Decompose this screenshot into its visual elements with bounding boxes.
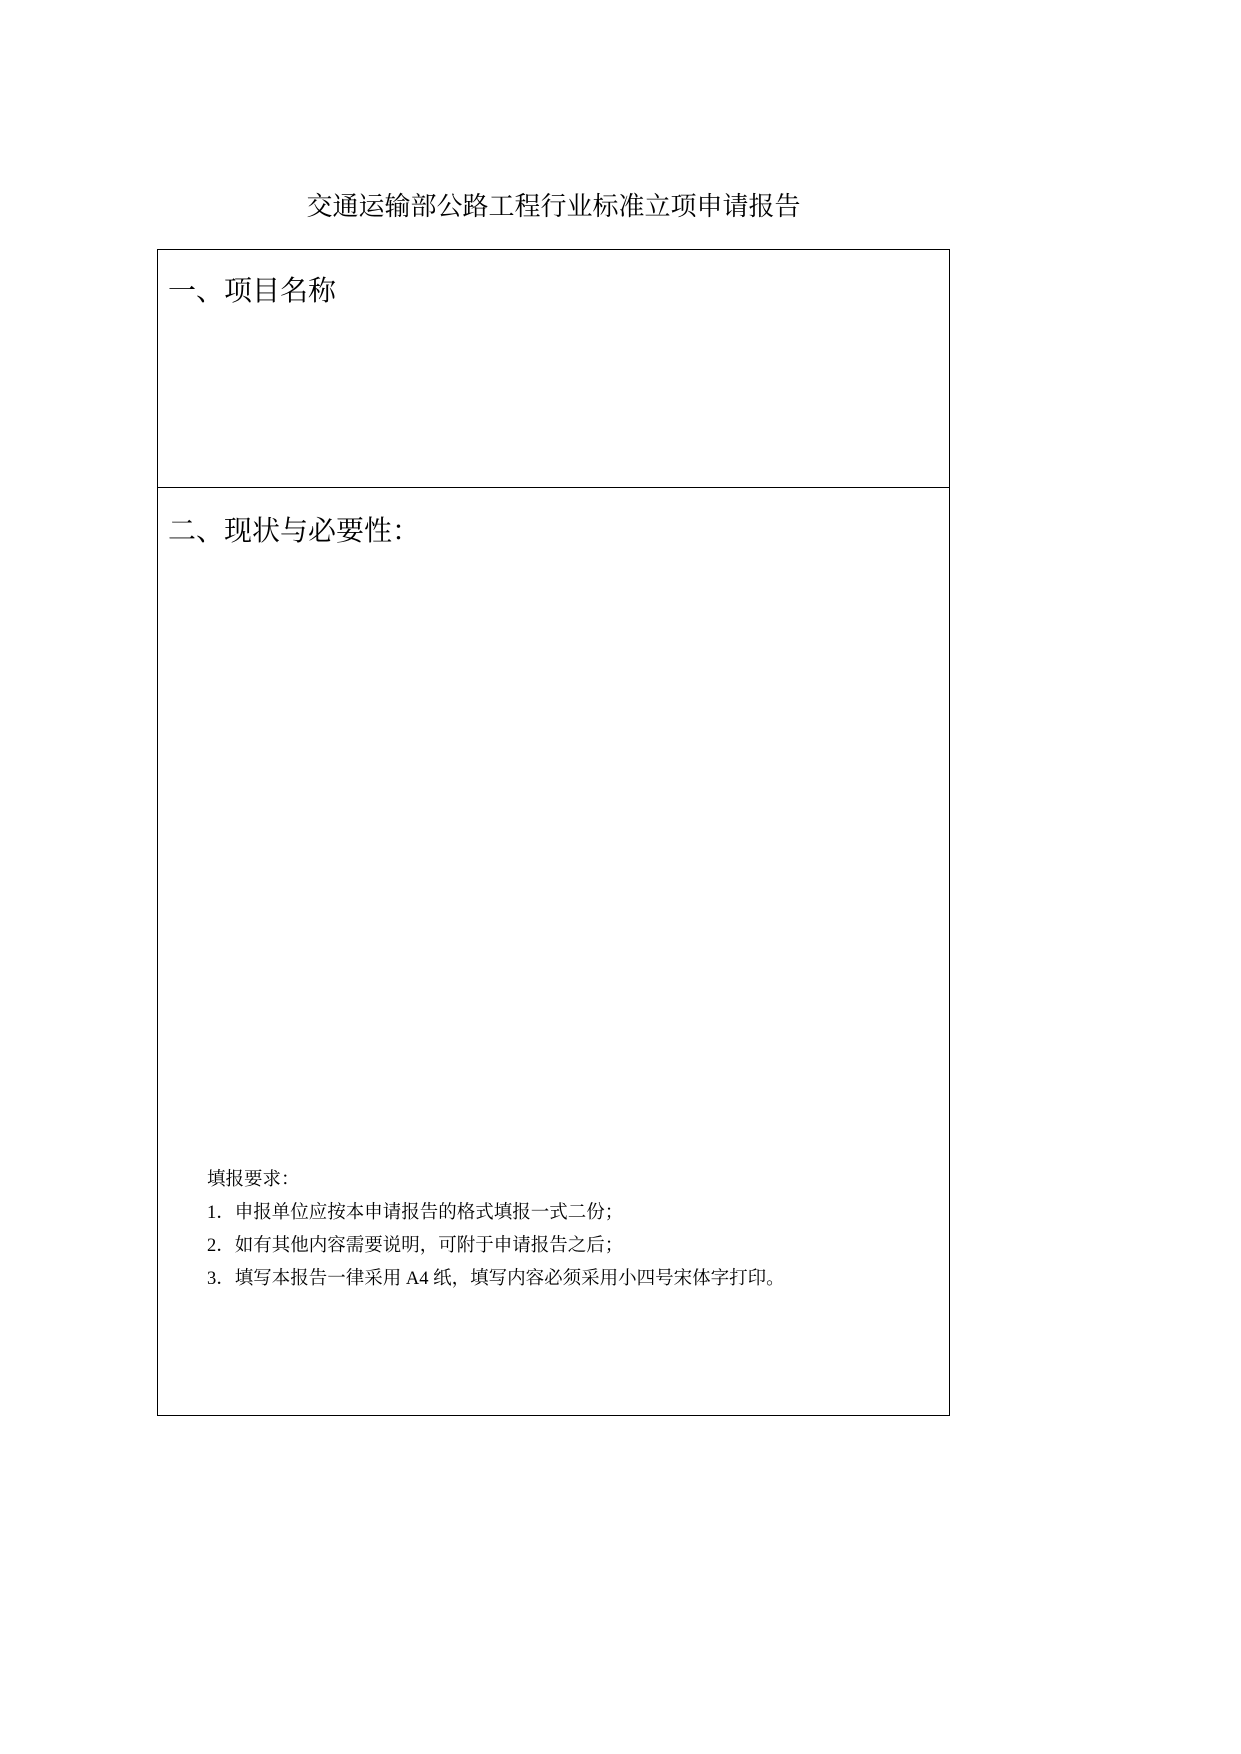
project-name-heading: 一、项目名称 [168,274,337,307]
filling-requirements-heading: 填报要求： [207,1170,300,1190]
application-form-table [157,249,950,1416]
requirement-item-2: 2．如有其他内容需要说明，可附于申请报告之后； [207,1236,624,1256]
status-necessity-heading: 二、现状与必要性： [168,514,421,547]
filling-requirements [207,1164,785,1296]
project-name-section [158,250,949,488]
status-necessity-section [158,488,949,1415]
requirement-item-3: 3．填写本报告一律采用 A4 纸，填写内容必须采用小四号宋体字打印。 [207,1269,785,1289]
document-title: 交通运输部公路工程行业标准立项申请报告 [306,192,801,222]
requirement-item-1: 1．申报单位应按本申请报告的格式填报一式二份； [207,1203,624,1223]
